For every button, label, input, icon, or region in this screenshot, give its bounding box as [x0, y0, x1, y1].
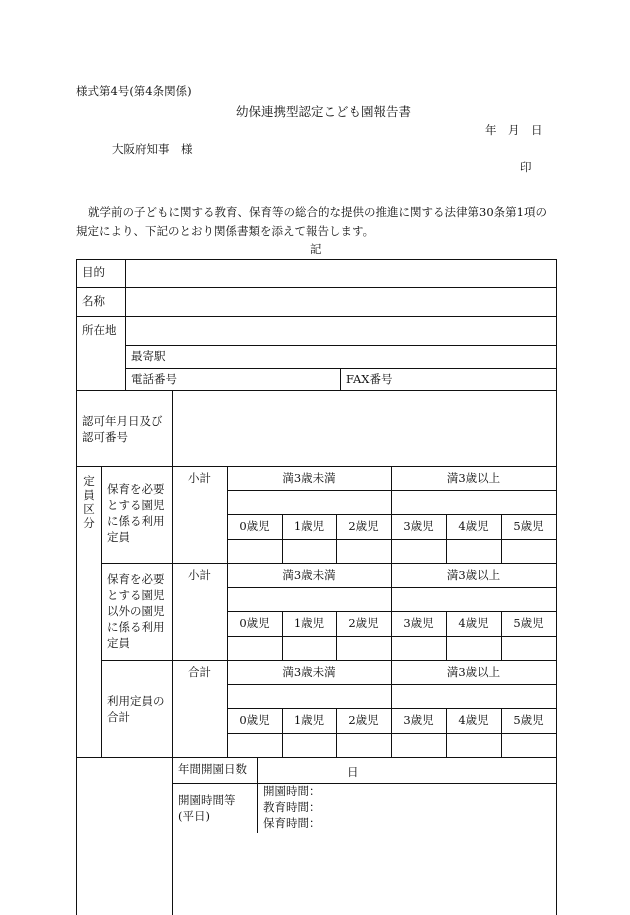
age-2-1: 2歳児 [348, 519, 379, 533]
label-name: 名称 [82, 294, 105, 308]
age-4-3: 4歳児 [458, 713, 489, 727]
label-hours-line1: 開園時間等 [178, 793, 236, 807]
label-phone: 電話番号 [131, 372, 177, 386]
body-text-line1: 就学前の子どもに関する教育、保育等の総合的な提供の推進に関する法律第30条第1項の [88, 205, 547, 219]
age-2-2: 2歳児 [348, 616, 379, 630]
label-hours-line2: (平日) [178, 809, 210, 823]
date-line: 年 月 日 [485, 123, 543, 137]
age-0-3: 0歳児 [239, 713, 270, 727]
annual-days-unit: 日 [347, 765, 359, 779]
age-0-1: 0歳児 [239, 519, 270, 533]
age-1-3: 1歳児 [293, 713, 325, 727]
body-text-line2: 規定により、下記のとおり関係書類を添えて報告します。 [76, 224, 375, 238]
label-care-time: 保育時間： [263, 816, 321, 830]
age-4-2: 4歳児 [458, 616, 489, 630]
form-number: 様式第4号(第4条関係) [76, 84, 192, 98]
label-subtotal-2: 小計 [188, 568, 211, 582]
label-purpose: 目的 [82, 265, 105, 279]
age-1-2: 1歳児 [293, 616, 325, 630]
age-5-3: 5歳児 [513, 713, 544, 727]
seal-mark: 印 [520, 160, 532, 174]
label-approval-line2: 認可番号 [82, 430, 128, 444]
label-over3-1: 満3歳以上 [446, 471, 501, 485]
label-under3-3: 満3歳未満 [282, 665, 336, 679]
label-over3-3: 満3歳以上 [446, 665, 501, 679]
label-subtotal-1: 小計 [188, 471, 211, 485]
age-1-1: 1歳児 [293, 519, 325, 533]
document-title: 幼保連携型認定こども園報告書 [236, 104, 412, 119]
age-4-1: 4歳児 [458, 519, 489, 533]
label-under3-1: 満3歳未満 [282, 471, 336, 485]
age-5-1: 5歳児 [513, 519, 544, 533]
label-under3-2: 満3歳未満 [282, 568, 336, 582]
age-3-1: 3歳児 [403, 519, 434, 533]
label-annual-days: 年間開園日数 [178, 762, 247, 776]
label-open-time: 開園時間： [263, 784, 321, 798]
addressee: 大阪府知事 様 [112, 142, 193, 156]
ki-heading: 記 [310, 242, 322, 256]
label-fax: FAX番号 [346, 372, 393, 386]
label-edu-time: 教育時間： [263, 800, 321, 814]
label-over3-2: 満3歳以上 [446, 568, 501, 582]
age-3-2: 3歳児 [403, 616, 434, 630]
label-location: 所在地 [82, 323, 117, 337]
label-nearest-station: 最寄駅 [131, 349, 166, 363]
age-0-2: 0歳児 [239, 616, 270, 630]
label-sum: 合計 [188, 665, 211, 679]
age-5-2: 5歳児 [513, 616, 544, 630]
label-approval-line1: 認可年月日及び [82, 414, 163, 428]
age-2-3: 2歳児 [348, 713, 379, 727]
age-3-3: 3歳児 [403, 713, 434, 727]
